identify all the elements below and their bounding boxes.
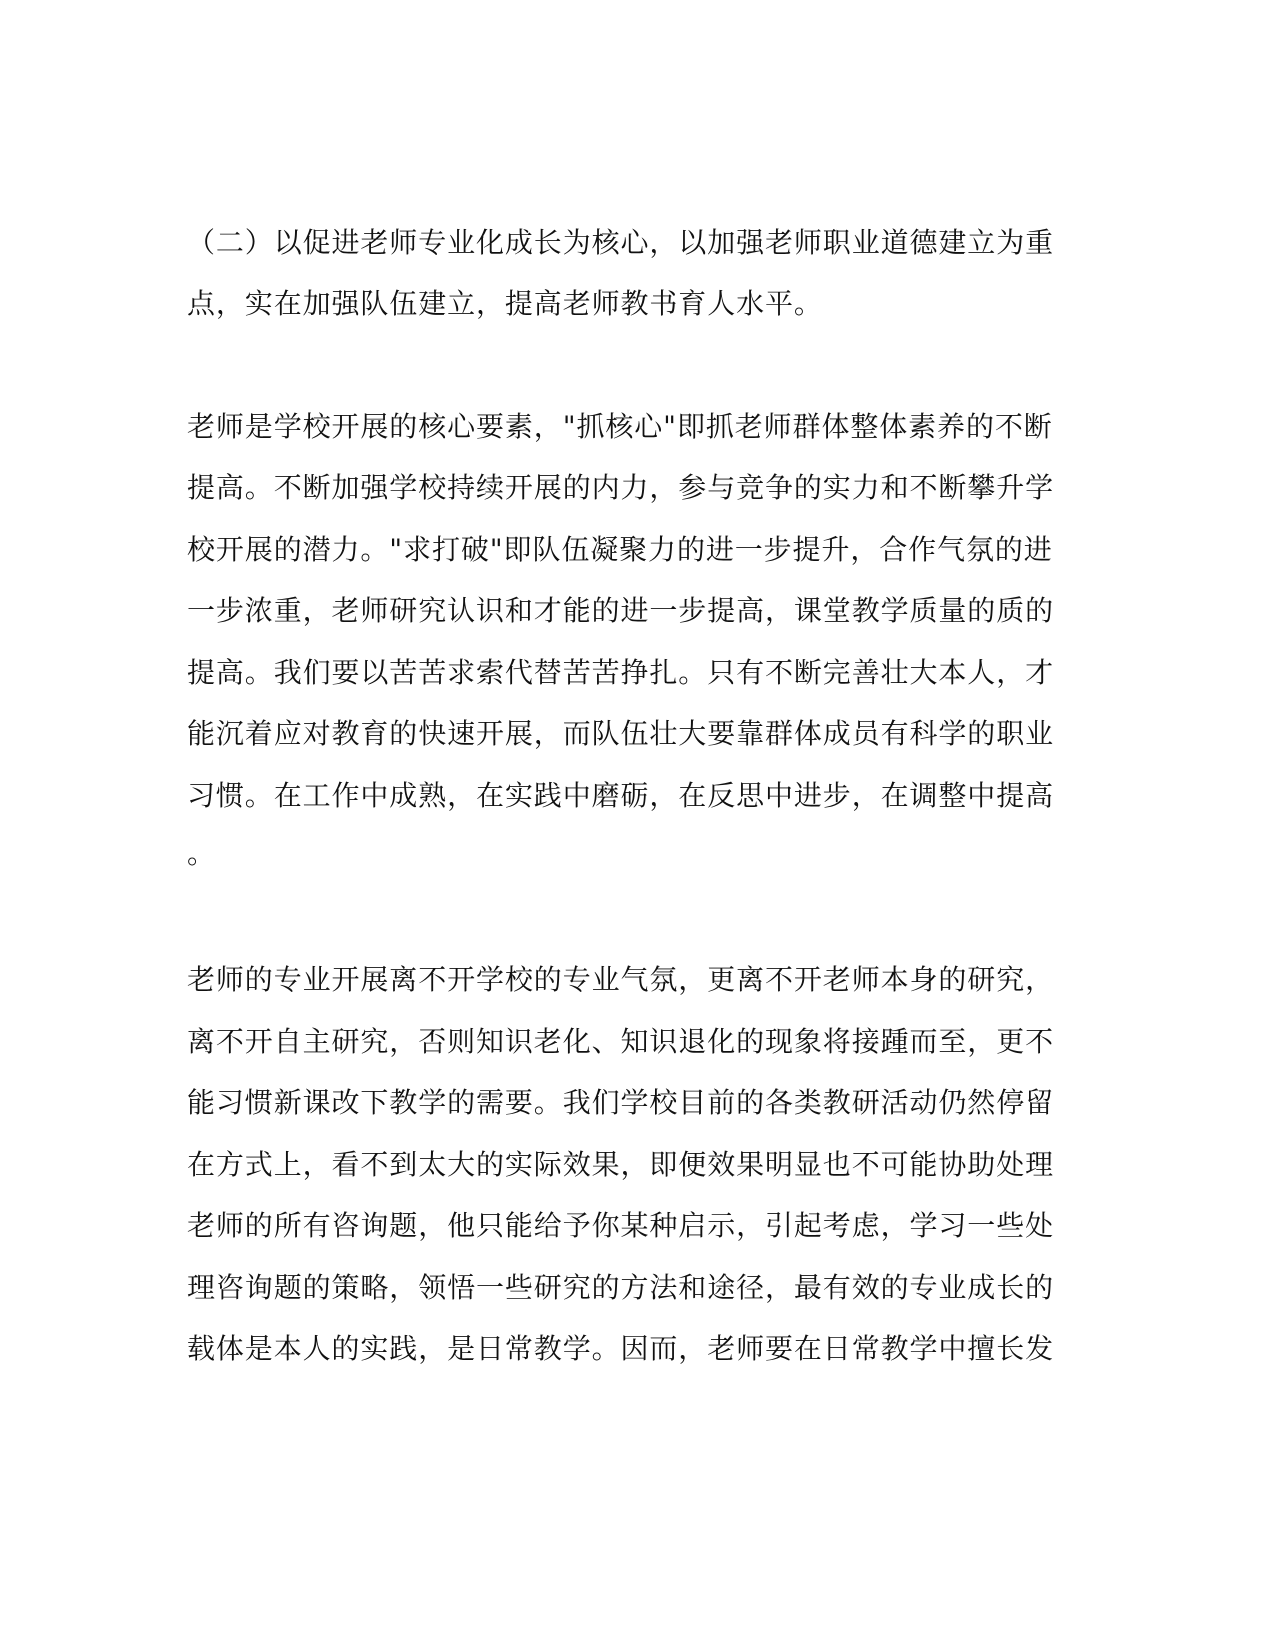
paragraph-3-line-3: 能习惯新课改下教学的需要。我们学校目前的各类教研活动仍然停留	[187, 1086, 1055, 1119]
paragraph-3-line-2: 离不开自主研究，否则知识老化、知识退化的现象将接踵而至，更不	[187, 1025, 1055, 1058]
paragraph-1-line-2: 点，实在加强队伍建立，提高老师教书育人水平。	[187, 287, 823, 320]
paragraph-2-line-7: 习惯。在工作中成熟，在实践中磨砺，在反思中进步，在调整中提高	[187, 779, 1055, 812]
paragraph-3-line-4: 在方式上，看不到太大的实际效果，即便效果明显也不可能协助处理	[187, 1148, 1055, 1181]
paragraph-3-line-6: 理咨询题的策略，领悟一些研究的方法和途径，最有效的专业成长的	[187, 1271, 1055, 1304]
paragraph-2-line-8: 。	[187, 837, 216, 870]
paragraph-1-line-1: （二）以促进老师专业化成长为核心，以加强老师职业道德建立为重	[187, 226, 1055, 259]
paragraph-2-line-1: 老师是学校开展的核心要素，"抓核心"即抓老师群体整体素养的不断	[187, 410, 1053, 443]
paragraph-2-line-2: 提高。不断加强学校持续开展的内力，参与竞争的实力和不断攀升学	[187, 471, 1055, 504]
paragraph-3-line-7: 载体是本人的实践，是日常教学。因而，老师要在日常教学中擅长发	[187, 1332, 1055, 1365]
paragraph-2-line-6: 能沉着应对教育的快速开展，而队伍壮大要靠群体成员有科学的职业	[187, 717, 1055, 750]
paragraph-3-line-5: 老师的所有咨询题，他只能给予你某种启示，引起考虑，学习一些处	[187, 1209, 1055, 1242]
paragraph-2-line-5: 提高。我们要以苦苦求索代替苦苦挣扎。只有不断完善壮大本人，才	[187, 656, 1055, 689]
paragraph-3-line-1: 老师的专业开展离不开学校的专业气氛，更离不开老师本身的研究，	[187, 963, 1055, 996]
paragraph-2-line-3: 校开展的潜力。"求打破"即队伍凝聚力的进一步提升，合作气氛的进	[187, 533, 1053, 566]
paragraph-2-line-4: 一步浓重，老师研究认识和才能的进一步提高，课堂教学质量的质的	[187, 594, 1055, 627]
